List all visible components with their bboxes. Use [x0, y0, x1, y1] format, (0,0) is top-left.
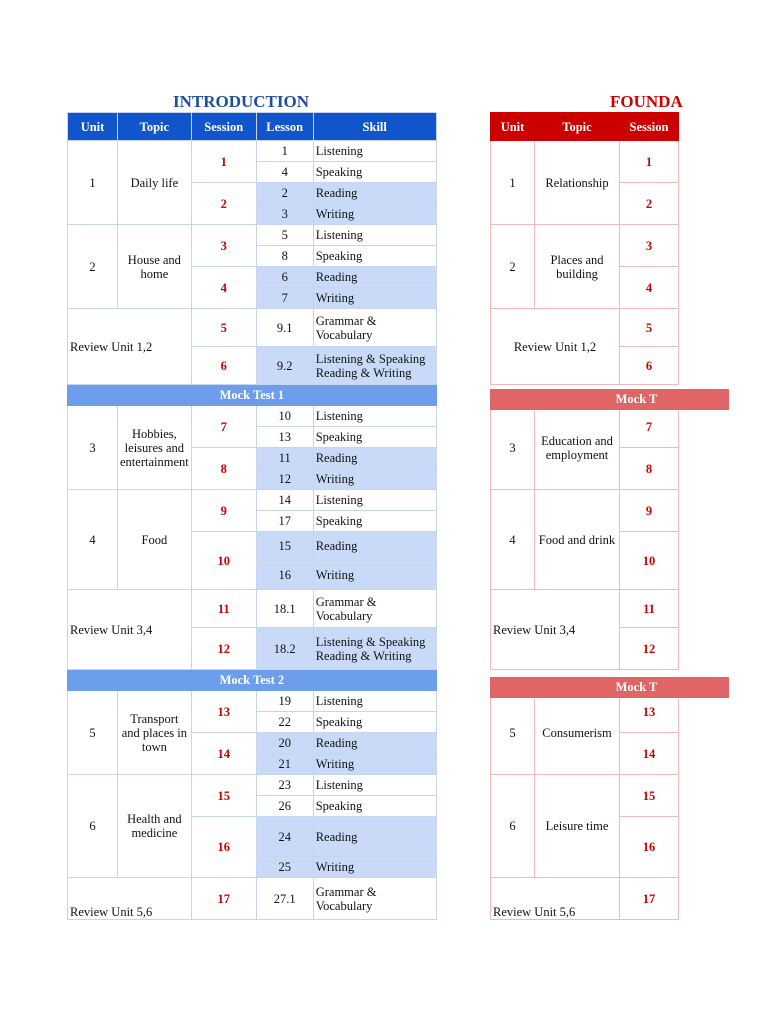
lesson-cell: 27.1	[256, 878, 313, 920]
skill-cell: Speaking	[313, 796, 436, 817]
session-cell: 2	[620, 183, 679, 225]
topic-cell: Relationship	[535, 141, 620, 225]
mock-test-row: Mock Test 1	[68, 385, 437, 406]
skill-cell: Listening	[313, 406, 436, 427]
page-cutoff	[0, 930, 768, 1024]
skill-cell: Writing	[313, 754, 436, 775]
introduction-table	[67, 112, 437, 920]
unit-cell: 6	[68, 775, 118, 878]
skill-cell: Writing	[313, 288, 436, 309]
session-cell: 8	[191, 448, 256, 490]
lesson-cell: 21	[256, 754, 313, 775]
skill-cell: Reading	[313, 267, 436, 288]
lesson-cell: 14	[256, 490, 313, 511]
session-cell: 8	[620, 448, 679, 490]
skill-cell: Listening	[313, 141, 436, 162]
lesson-cell: 17	[256, 511, 313, 532]
topic-cell: Consumerism	[535, 691, 620, 775]
topic-cell: Food and drink	[535, 490, 620, 590]
topic-cell: Education and employment	[535, 406, 620, 490]
lesson-cell: 9.2	[256, 347, 313, 385]
lesson-cell: 10	[256, 406, 313, 427]
unit-cell: 3	[68, 406, 118, 490]
unit-cell: 1	[491, 141, 535, 225]
review-cell: Review Unit 5,6	[68, 878, 192, 920]
lesson-cell: 24	[256, 817, 313, 857]
session-cell: 12	[191, 628, 256, 670]
skill-cell: Grammar & Vocabulary	[313, 590, 436, 628]
skill-cell: Writing	[313, 857, 436, 878]
header-skill: Skill	[313, 113, 436, 141]
session-cell: 3	[191, 225, 256, 267]
topic-cell: House and home	[118, 225, 192, 309]
session-cell: 15	[191, 775, 256, 817]
header-unit: Unit	[491, 113, 535, 141]
session-cell: 3	[620, 225, 679, 267]
skill-cell: Listening	[313, 691, 436, 712]
lesson-cell: 3	[256, 204, 313, 225]
unit-cell: 4	[491, 490, 535, 590]
skill-cell: Speaking	[313, 712, 436, 733]
session-cell: 17	[620, 878, 679, 920]
session-cell: 10	[191, 532, 256, 590]
skill-cell: Grammar & Vocabulary	[313, 878, 436, 920]
review-cell: Review Unit 3,4	[68, 590, 192, 670]
lesson-cell: 1	[256, 141, 313, 162]
session-cell: 5	[191, 309, 256, 347]
lesson-cell: 18.1	[256, 590, 313, 628]
unit-cell: 5	[491, 691, 535, 775]
session-cell: 7	[620, 406, 679, 448]
unit-cell: 4	[68, 490, 118, 590]
session-cell: 12	[620, 628, 679, 670]
unit-cell: 6	[491, 775, 535, 878]
session-cell: 1	[191, 141, 256, 183]
lesson-cell: 15	[256, 532, 313, 561]
lesson-cell: 16	[256, 561, 313, 590]
topic-cell: Food	[118, 490, 192, 590]
skill-cell: Listening	[313, 490, 436, 511]
mock-test-row: Mock Test 2	[68, 670, 437, 691]
mock-test-row	[490, 389, 729, 410]
session-cell: 16	[620, 817, 679, 878]
lesson-cell: 26	[256, 796, 313, 817]
session-cell: 13	[191, 691, 256, 733]
topic-cell: Hobbies, leisures and entertainment	[118, 406, 192, 490]
session-cell: 17	[191, 878, 256, 920]
mock-test-row	[490, 677, 729, 698]
lesson-cell: 8	[256, 246, 313, 267]
header-session: Session	[191, 113, 256, 141]
session-cell: 9	[620, 490, 679, 532]
lesson-cell: 18.2	[256, 628, 313, 670]
skill-cell: Reading	[313, 183, 436, 204]
header-unit: Unit	[68, 113, 118, 141]
lesson-cell: 12	[256, 469, 313, 490]
session-cell: 13	[620, 691, 679, 733]
unit-cell: 2	[68, 225, 118, 309]
lesson-cell: 4	[256, 162, 313, 183]
foundation-table	[490, 112, 679, 920]
session-cell: 6	[620, 347, 679, 385]
session-cell: 1	[620, 141, 679, 183]
session-cell: 5	[620, 309, 679, 347]
mock-test-label: Mock T	[615, 392, 658, 406]
header-topic: Topic	[118, 113, 192, 141]
session-cell: 9	[191, 490, 256, 532]
foundation-table-viewport	[490, 112, 680, 932]
unit-cell: 3	[491, 406, 535, 490]
skill-cell: Listening	[313, 225, 436, 246]
skill-cell: Writing	[313, 561, 436, 590]
review-cell: Review Unit 3,4	[491, 590, 620, 670]
session-cell: 7	[191, 406, 256, 448]
lesson-cell: 2	[256, 183, 313, 204]
lesson-cell: 13	[256, 427, 313, 448]
topic-cell: Transport and places in town	[118, 691, 192, 775]
lesson-cell: 7	[256, 288, 313, 309]
session-cell: 10	[620, 532, 679, 590]
skill-cell: Reading	[313, 532, 436, 561]
session-cell: 11	[620, 590, 679, 628]
skill-cell: Listening & Speaking Reading & Writing	[313, 628, 436, 670]
session-cell: 11	[191, 590, 256, 628]
lesson-cell: 9.1	[256, 309, 313, 347]
skill-cell: Writing	[313, 204, 436, 225]
skill-cell: Grammar & Vocabulary	[313, 309, 436, 347]
session-cell: 14	[191, 733, 256, 775]
lesson-cell: 25	[256, 857, 313, 878]
skill-cell: Reading	[313, 817, 436, 857]
lesson-cell: 6	[256, 267, 313, 288]
lesson-cell: 11	[256, 448, 313, 469]
mock-test-label: Mock T	[615, 680, 658, 694]
unit-cell: 5	[68, 691, 118, 775]
unit-cell: 2	[491, 225, 535, 309]
lesson-cell: 20	[256, 733, 313, 754]
lesson-cell: 5	[256, 225, 313, 246]
lesson-cell: 22	[256, 712, 313, 733]
review-cell: Review Unit 1,2	[491, 309, 620, 385]
introduction-title: INTRODUCTION	[173, 92, 310, 111]
skill-cell: Reading	[313, 448, 436, 469]
lesson-cell: 23	[256, 775, 313, 796]
skill-cell: Speaking	[313, 246, 436, 267]
skill-cell: Writing	[313, 469, 436, 490]
session-cell: 4	[191, 267, 256, 309]
header-topic: Topic	[535, 113, 620, 141]
session-cell: 6	[191, 347, 256, 385]
session-cell: 4	[620, 267, 679, 309]
skill-cell: Reading	[313, 733, 436, 754]
skill-cell: Listening	[313, 775, 436, 796]
session-cell: 15	[620, 775, 679, 817]
topic-cell: Leisure time	[535, 775, 620, 878]
unit-cell: 1	[68, 141, 118, 225]
review-cell: Review Unit 1,2	[68, 309, 192, 385]
topic-cell: Health and medicine	[118, 775, 192, 878]
session-cell: 2	[191, 183, 256, 225]
header-session: Session	[620, 113, 679, 141]
review-cell: Review Unit 5,6	[491, 878, 620, 920]
topic-cell: Places and building	[535, 225, 620, 309]
lesson-cell: 19	[256, 691, 313, 712]
topic-cell: Daily life	[118, 141, 192, 225]
foundation-title: FOUNDA	[610, 92, 683, 111]
skill-cell: Speaking	[313, 427, 436, 448]
skill-cell: Speaking	[313, 511, 436, 532]
session-cell: 16	[191, 817, 256, 878]
skill-cell: Listening & Speaking Reading & Writing	[313, 347, 436, 385]
header-lesson: Lesson	[256, 113, 313, 141]
session-cell: 14	[620, 733, 679, 775]
skill-cell: Speaking	[313, 162, 436, 183]
